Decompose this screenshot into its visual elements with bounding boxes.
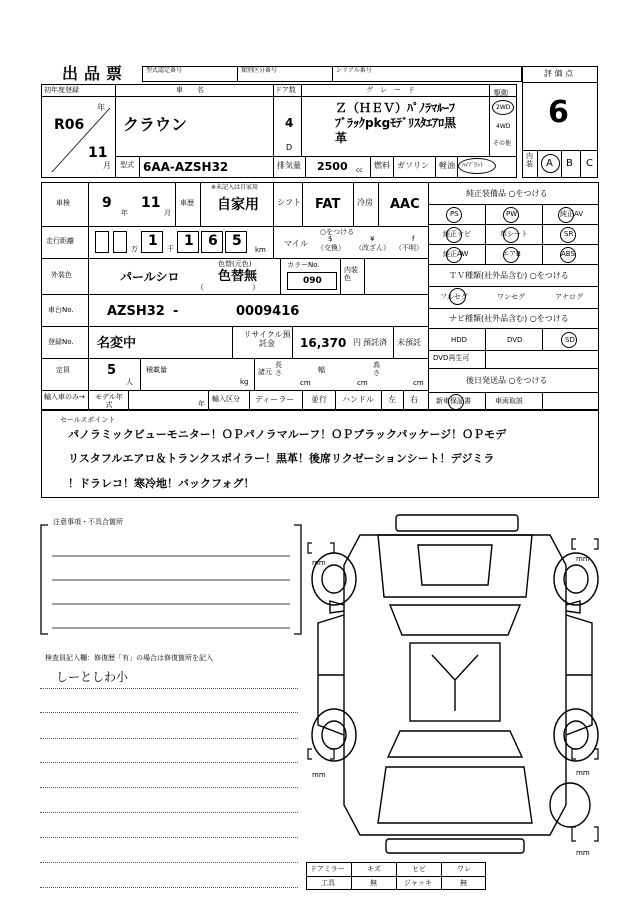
handle-right: 右: [410, 395, 418, 404]
score-label: 評 価 点: [544, 69, 574, 78]
mileage-digit-box: [95, 231, 109, 253]
table-value-none: 無: [460, 879, 467, 887]
tread-mm-front-left: mm: [312, 559, 326, 567]
chassis-prefix: AZSH32: [107, 304, 165, 319]
inspector-line: [40, 787, 298, 788]
navi-sd-circle: [561, 332, 577, 348]
score-value: 6: [548, 95, 569, 130]
height-label: 高さ: [373, 361, 380, 377]
equip-airbag: エアB: [502, 250, 521, 258]
month-unit: 月: [103, 161, 111, 170]
drive-2wd-circle: [492, 100, 514, 115]
meter-exchanged: （交換）: [317, 244, 345, 252]
katashiki-nintei-label: 型式認定番号: [146, 67, 183, 74]
cc-unit: cc: [356, 167, 363, 174]
chassis-number: 0009416: [236, 304, 300, 319]
inspector-line: [40, 688, 298, 689]
tv-analog: アナログ: [555, 293, 583, 301]
interior-grade-b: B: [566, 158, 573, 169]
dvd-playback-label: DVD再生可: [433, 354, 470, 362]
capacity-value: 5: [107, 363, 117, 378]
shaken-month: 11: [141, 195, 161, 211]
grade-label: グ レ ー ド: [366, 86, 415, 94]
first-reg-month: 11: [88, 145, 108, 161]
shaken-year-unit: 年: [121, 209, 128, 217]
displacement-value: 2500: [317, 160, 348, 173]
fuel-label: 燃料: [374, 161, 390, 170]
history-note: ※未記入は自家用: [211, 184, 259, 191]
reg-no-value: 名変中: [97, 336, 137, 351]
capacity-label: 定員: [56, 366, 70, 374]
tread-mm-rear-right: mm: [576, 769, 590, 777]
import-dealer: ディーラー: [255, 395, 295, 404]
inspector-line: [40, 812, 298, 813]
inspector-line: [40, 887, 298, 888]
kg-unit: kg: [240, 378, 249, 386]
cm-unit: cm: [413, 379, 424, 387]
table-header-crack: ヒビ: [412, 865, 426, 873]
equip-sr-circle: [560, 227, 576, 243]
mileage-digit: 6: [208, 233, 218, 249]
mile-label: マイル: [284, 239, 308, 248]
inspector-line: [40, 762, 298, 763]
mileage-digit: 1: [184, 233, 194, 249]
equipment-title: 純正装備品 ○をつける: [466, 189, 548, 198]
color-change-paren: （ ）: [196, 283, 260, 292]
load-label: 積載量: [146, 366, 167, 374]
import-label: 輸入車のみ→: [44, 393, 85, 401]
model-year-label: モデル年式: [95, 393, 123, 410]
recycle-deposited: 預託済: [363, 338, 387, 347]
car-name-label: 車 名: [176, 86, 204, 94]
drive-label: 駆動: [494, 89, 508, 97]
drive-4wd: 4WD: [496, 123, 511, 130]
color-value: パールシロ: [120, 270, 180, 284]
fuel-hybrid: ﾊｲﾌﾞﾘｯﾄ: [462, 162, 484, 169]
later-warranty: 新車保証書: [436, 397, 471, 405]
tv-title: ＴＶ種類(社外品含む) ○をつける: [449, 271, 569, 280]
tv-oneseg: ワンセグ: [497, 293, 525, 301]
handle-label: ハンドル: [342, 395, 374, 404]
tv-fullseg: フルセグ: [440, 293, 468, 301]
equip-pw-circle: [503, 207, 519, 223]
drive-other: その他: [493, 140, 512, 147]
equip-pw: PW: [506, 210, 518, 218]
mileage-digit: 1: [148, 233, 158, 249]
notes-label: 注意事項・不具合箇所: [53, 518, 123, 526]
color-change-value: 色替無: [218, 269, 258, 284]
door-unit: D: [286, 143, 293, 152]
dims-label: 諸元: [258, 368, 272, 376]
car-damage-diagram: [300, 505, 610, 860]
interior-grade-a: A: [546, 158, 553, 169]
serial-label: シリアル番号: [336, 67, 372, 74]
drive-2wd: 2WD: [496, 104, 511, 111]
notes-frame: [40, 524, 302, 636]
handle-left: 左: [388, 395, 396, 404]
table-header-break: ワレ: [457, 865, 471, 873]
chassis-label: 車台No.: [48, 306, 74, 314]
equip-abs-circle: [560, 247, 576, 263]
mileage-circle-note: ○をつける: [320, 228, 355, 236]
equip-ps-circle: [446, 207, 462, 223]
grade-line-1: Ｚ（ＨＥＶ）ﾊﾟﾉﾗﾏﾙｰﾌ: [335, 101, 456, 115]
equip-av-circle: [558, 207, 574, 223]
later-warranty-circle: [448, 394, 464, 410]
sheet-title: 出品票: [62, 64, 129, 83]
inspector-line: [40, 712, 298, 713]
interior-grade-c: C: [586, 158, 593, 169]
shift-label: シフト: [277, 198, 301, 207]
recycle-amount: 16,370: [300, 336, 347, 350]
aircon-value: AAC: [390, 197, 420, 212]
fuel-hybrid-circle: [458, 158, 496, 174]
color-no-label: カラーNo.: [287, 261, 320, 269]
cm-unit: cm: [357, 379, 368, 387]
chassis-dash: -: [173, 304, 179, 319]
grade-line-3: 革: [335, 131, 348, 145]
mileage-man-unit: 万: [131, 245, 138, 253]
table-header-scratch: キズ: [367, 865, 381, 873]
meter-tampered: （改ざん）: [355, 244, 390, 252]
import-year-unit: 年: [198, 400, 205, 408]
equip-navi-circle: [446, 227, 462, 243]
model-code: 6AA-AZSH32: [143, 160, 229, 174]
inspector-label: 検査員記入欄：修復歴「有」の場合は修復箇所を記入: [45, 654, 213, 662]
later-manual: 車両取説: [495, 397, 523, 405]
shaken-month-unit: 月: [164, 209, 171, 217]
meter-symbol: $: [328, 235, 333, 243]
inspector-note: しーとしわ小: [56, 670, 129, 684]
interior-color-label: 内装色: [344, 266, 358, 283]
mileage-digit-box: [113, 231, 127, 253]
navi-dvd: DVD: [507, 336, 523, 344]
equip-abs: ABS: [561, 250, 575, 258]
tread-mm-rear-left: mm: [312, 771, 326, 779]
recycle-label: リサイクル預託金: [243, 330, 291, 348]
color-label: 外装色: [51, 271, 72, 279]
door-count-label: ドア数: [275, 86, 296, 94]
width-label: 幅: [318, 366, 325, 374]
import-class-label: 輸入区分: [212, 395, 240, 403]
first-reg-era-year: R06: [54, 117, 85, 133]
recycle-unit: 円: [353, 338, 361, 347]
table-header-mirror: ドアミラー: [310, 865, 345, 873]
table-value-none: 無: [370, 879, 377, 887]
first-reg-label: 初年度登録: [44, 86, 79, 94]
mileage-km-unit: km: [255, 246, 266, 254]
sales-points-label: セールスポイント: [60, 416, 116, 424]
color-no-value: 090: [303, 276, 322, 286]
sales-points-line-1: パノラミックビューモニター！ＯＰパノラマルーフ！ＯＰブラックパッケージ！ＯＰモデ: [68, 428, 507, 441]
equip-leather: 革シート: [500, 230, 528, 238]
equip-leather-circle: [503, 227, 519, 243]
table-value-tools: 工具: [321, 879, 335, 887]
year-unit: 年: [97, 103, 105, 112]
navi-title: ナビ種類(社外品含む) ○をつける: [449, 314, 569, 323]
interior-label: 内装: [526, 152, 533, 168]
reg-no-label: 登録No.: [48, 338, 74, 346]
sales-points-line-3: ！ドラレコ！寒冷地！バックフォグ！: [68, 477, 255, 490]
length-label: 長さ: [275, 361, 282, 377]
tread-mm-spare: mm: [576, 849, 590, 857]
inspector-line: [40, 837, 298, 838]
equip-aw: 純正AW: [443, 250, 469, 258]
shaken-year: 9: [102, 195, 112, 211]
cm-unit: cm: [300, 379, 311, 387]
fuel-diesel: 軽油: [439, 161, 455, 170]
inspector-line: [40, 862, 298, 863]
aircon-label: 冷房: [357, 198, 373, 207]
shaken-label: 車検: [56, 199, 70, 207]
door-count: 4: [285, 116, 294, 130]
grade-line-2: ﾌﾞﾗｯｸpkgﾓﾃﾞﾘｽﾀｴｱﾛ黒: [335, 116, 457, 130]
fuel-gasoline: ガソリン: [397, 161, 429, 170]
history-label: 車歴: [180, 199, 194, 207]
equip-sr: SR: [564, 230, 574, 238]
shift-value: FAT: [315, 197, 341, 212]
table-value-jack: ジャッキ: [404, 879, 432, 887]
meter-symbol: ¥: [370, 235, 375, 243]
sales-points-line-2: リスタフルエアロ＆トランクスポイラー！黒革！後席リクゼーションシート！デジミラ: [68, 452, 495, 465]
inspector-line: [40, 738, 298, 739]
history-value: 自家用: [217, 197, 259, 213]
recycle-not-deposited: 未預託: [397, 338, 421, 347]
interior-grade-a-circle: [541, 154, 560, 173]
color-change-label: 色替(元色): [218, 260, 252, 268]
equip-navi: 純正ナビ: [443, 230, 471, 238]
mileage-label: 走行距離: [46, 237, 74, 245]
equip-airbag-circle: [503, 247, 519, 263]
tread-mm-front-right: mm: [576, 555, 590, 563]
navi-hdd: HDD: [451, 336, 468, 344]
mileage-digit: 5: [232, 233, 242, 249]
model-label: 型式: [120, 161, 134, 169]
equip-ps: PS: [450, 210, 459, 218]
equip-aw-circle: [446, 247, 462, 263]
equip-av: 純正AV: [560, 210, 584, 218]
mileage-sen-unit: 千: [167, 245, 174, 253]
later-title: 後日発送品 ○をつける: [466, 376, 548, 385]
meter-unknown: （不明）: [395, 244, 423, 252]
car-name: クラウン: [123, 115, 188, 134]
displacement-label: 排気量: [277, 161, 301, 170]
meter-symbol: f: [412, 235, 415, 243]
tv-fullseg-circle: [449, 288, 466, 305]
import-parallel: 並行: [311, 395, 327, 404]
ruibetsu-label: 類別区分番号: [241, 67, 278, 74]
navi-sd: SD: [565, 336, 575, 344]
capacity-unit: 人: [126, 378, 133, 386]
